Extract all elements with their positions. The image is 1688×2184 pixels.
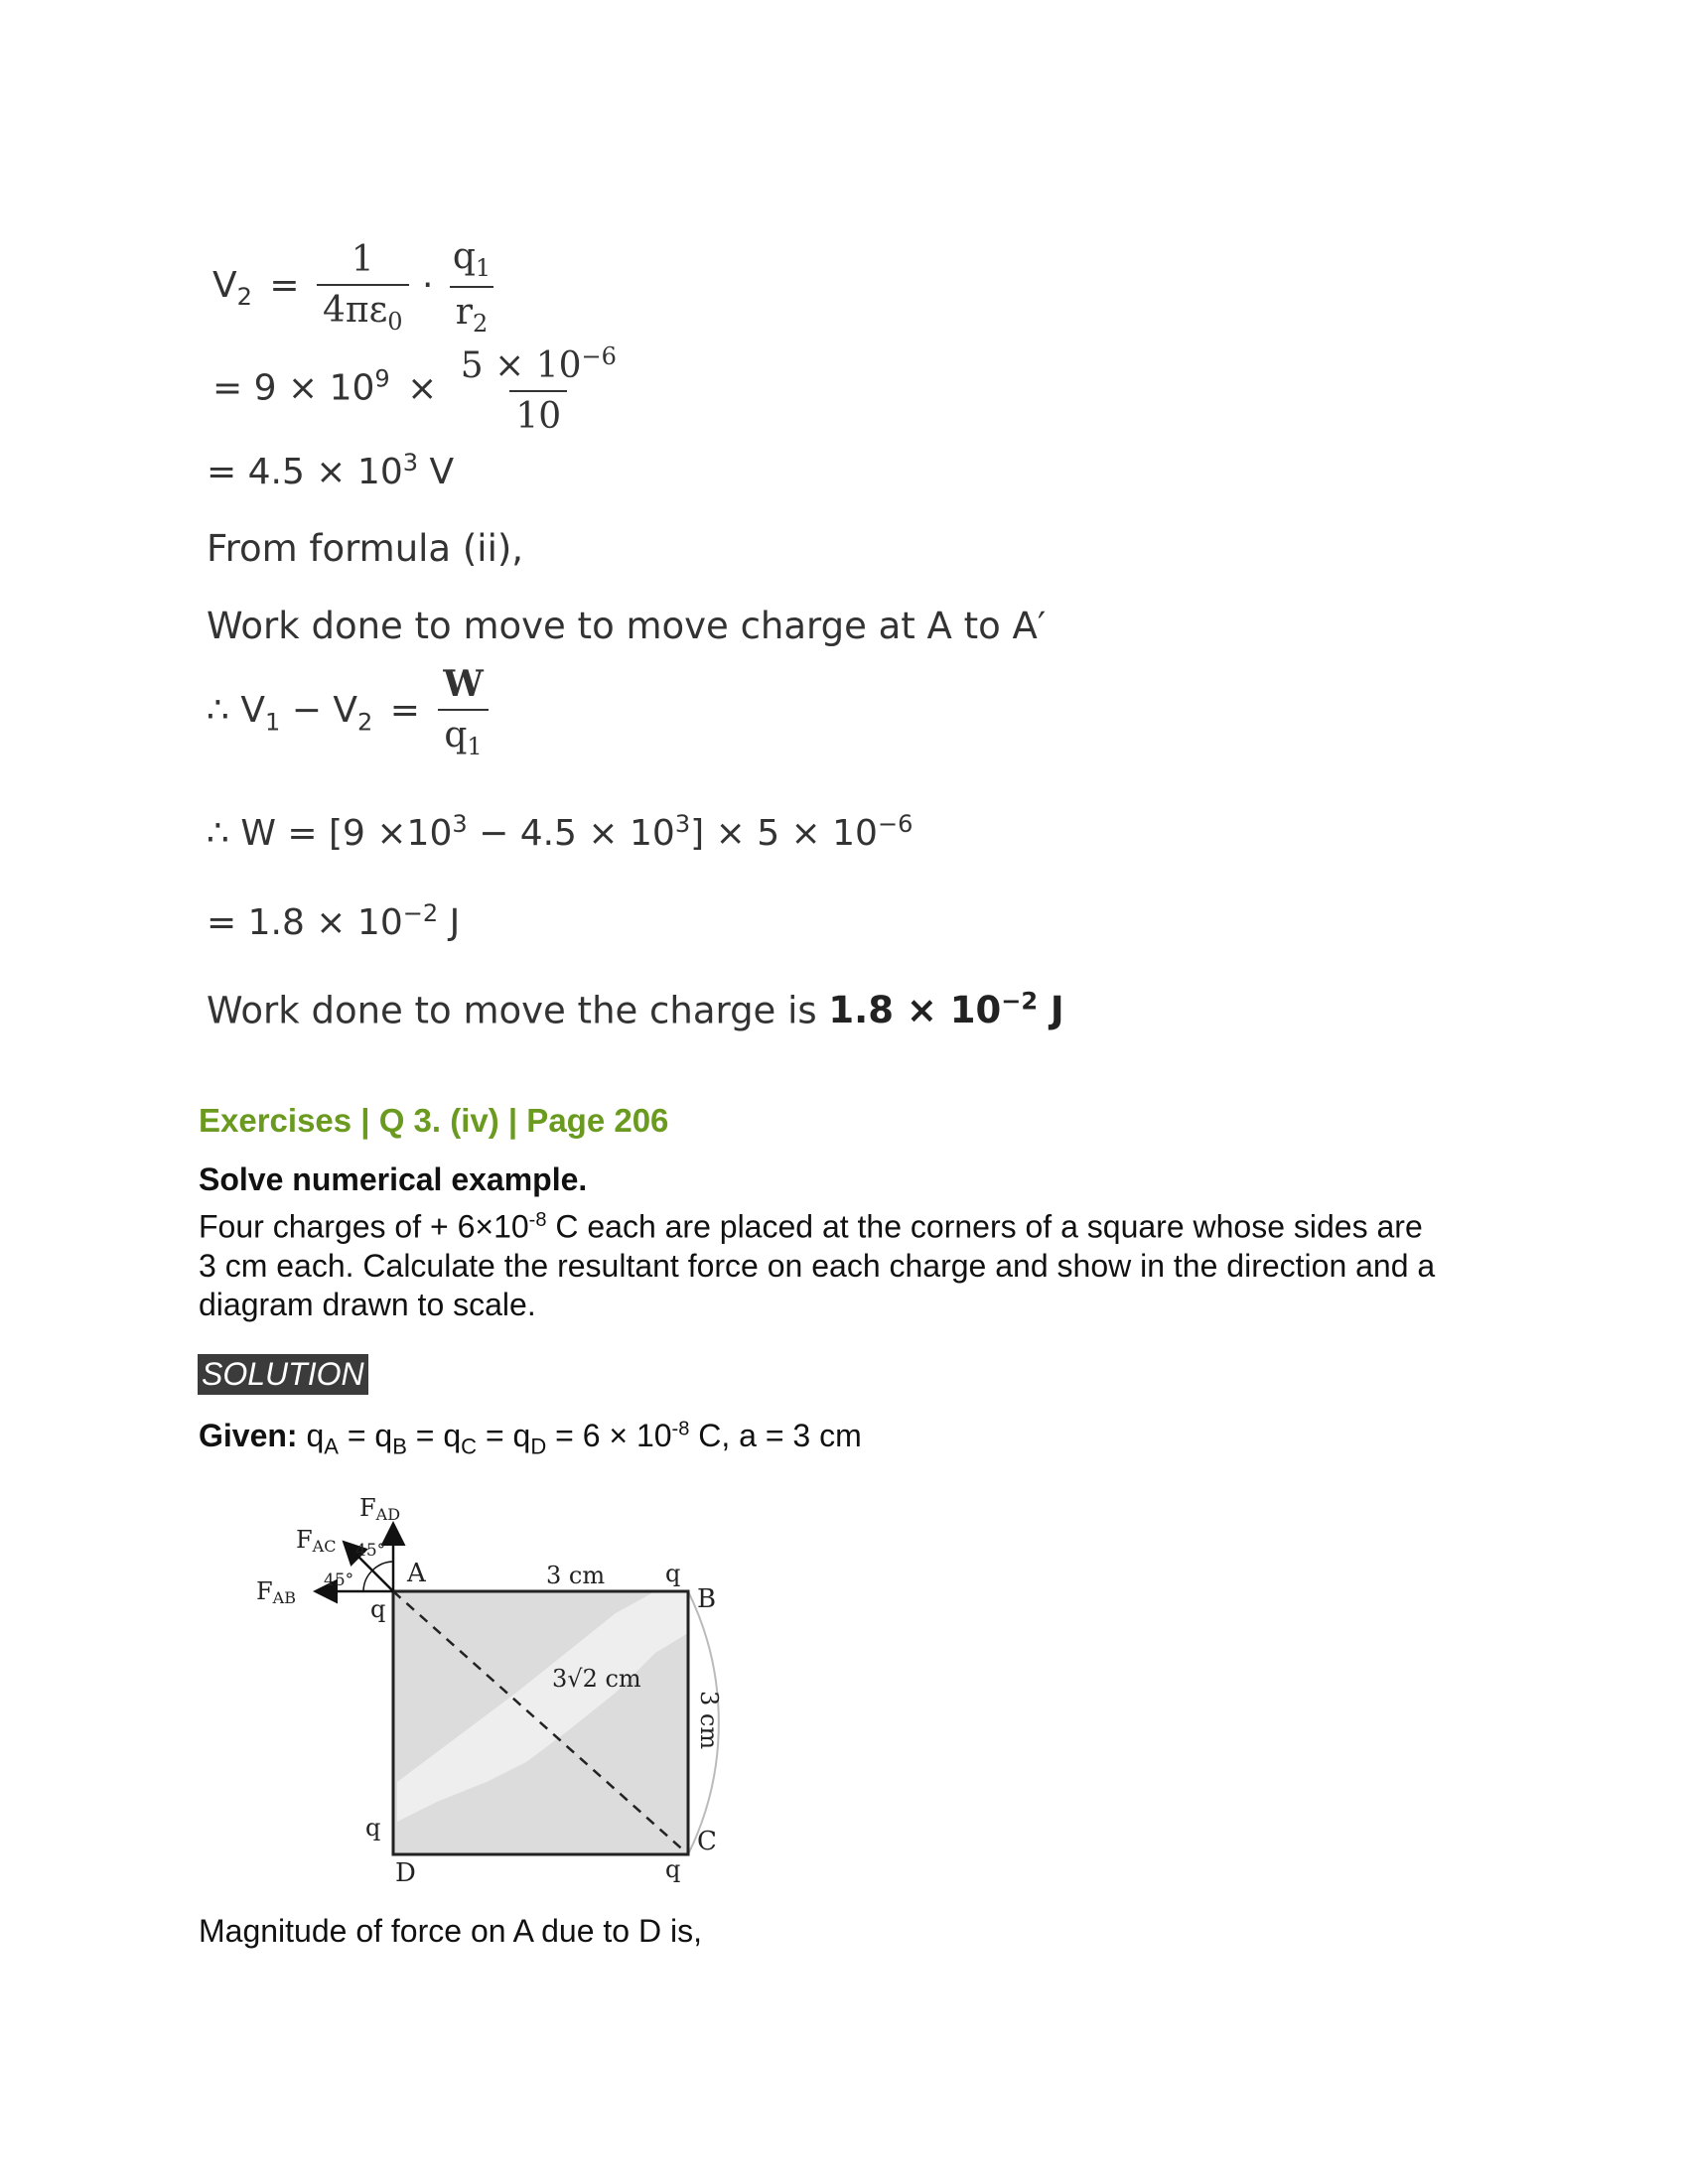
- charge-label-d: q: [365, 1814, 381, 1842]
- question-line-1: Four charges of + $6\times 10^{-8}$ C each are placed at the corners of a square whose sides are: [199, 1208, 1423, 1245]
- label-f-ac: FAC: [296, 1526, 337, 1556]
- equation-step-2: = $9 \times 10^9$ × $\frac{5 \times 10^{-6}}{10}$: [212, 342, 623, 437]
- corner-d-label: D: [395, 1858, 416, 1888]
- label-f-ad: FAD: [359, 1494, 401, 1524]
- from-formula-text: From formula (ii),: [207, 527, 524, 570]
- eq-v2-lhs: $V_2$: [212, 265, 252, 312]
- equation-step-3: = $4.5 \times 10^3$ V: [207, 449, 455, 492]
- fraction-w-over-q1: $\frac{W}{q_1}$: [437, 663, 489, 760]
- fraction-q1-over-r2: $\frac{q_1}{r_2}$: [447, 236, 496, 338]
- side-top-label: 3 cm: [546, 1562, 606, 1589]
- question-line-2: 3 cm each. Calculate the resultant force on each charge and show in the direction and a: [199, 1247, 1436, 1284]
- side-right-label: 3 cm: [695, 1691, 723, 1750]
- work-result-text: Work done to move the charge is $1.8 \times 10^{-2}$ J: [207, 988, 1064, 1032]
- angle-label-2: 45°: [324, 1570, 354, 1590]
- equation-v2: $V_2$ = $\frac{1}{4\pi\varepsilon_0}$ · $\frac{q_1}{r_2}$: [212, 236, 496, 338]
- angle-arc-2: [363, 1570, 372, 1591]
- label-f-ab: FAB: [256, 1577, 296, 1607]
- diagonal-label: 3√2 cm: [552, 1665, 641, 1693]
- equation-result: = $1.8 \times 10^{-2}$ J: [207, 899, 461, 943]
- fraction-5e-6-over-10: $\frac{5 \times 10^{-6}}{10}$: [460, 342, 617, 437]
- given-line: Given: $q_A = q_B = q_C = q_D = 6 \times 10^{-8}$ C, a = 3 cm: [199, 1418, 862, 1459]
- equation-work: ∴ $W = [9 \times 10^3 - 4.5 \times 10^3] \times 5 \times 10^{-6}$: [207, 810, 914, 854]
- square-charges-diagram: [238, 1484, 755, 1901]
- corner-b-label: B: [697, 1584, 717, 1614]
- exercise-heading: Exercises | Q 3. (iv) | Page 206: [199, 1102, 669, 1139]
- charge-label-c: q: [665, 1855, 681, 1883]
- charge-label-b: q: [665, 1560, 681, 1587]
- corner-c-label: C: [697, 1827, 717, 1856]
- angle-arc-1: [372, 1562, 393, 1570]
- fraction-1-over-4pi-eps0: $\frac{1}{4\pi\varepsilon_0}$: [317, 239, 409, 336]
- magnitude-text: Magnitude of force on A due to D is,: [199, 1913, 702, 1949]
- work-done-move-text: Work done to move to move charge at A to A′: [207, 605, 1047, 647]
- angle-label-1: 45°: [355, 1541, 386, 1561]
- question-line-3: diagram drawn to scale.: [199, 1286, 536, 1322]
- equation-v1-minus-v2: ∴ $V_1 - V_2$ = $\frac{W}{q_1}$: [207, 663, 490, 760]
- question-text: [199, 1201, 1509, 1324]
- corner-a-label: A: [407, 1559, 426, 1588]
- task-title: Solve numerical example.: [199, 1161, 588, 1197]
- solution-label: SOLUTION: [198, 1354, 368, 1395]
- charge-label-a: q: [370, 1595, 386, 1623]
